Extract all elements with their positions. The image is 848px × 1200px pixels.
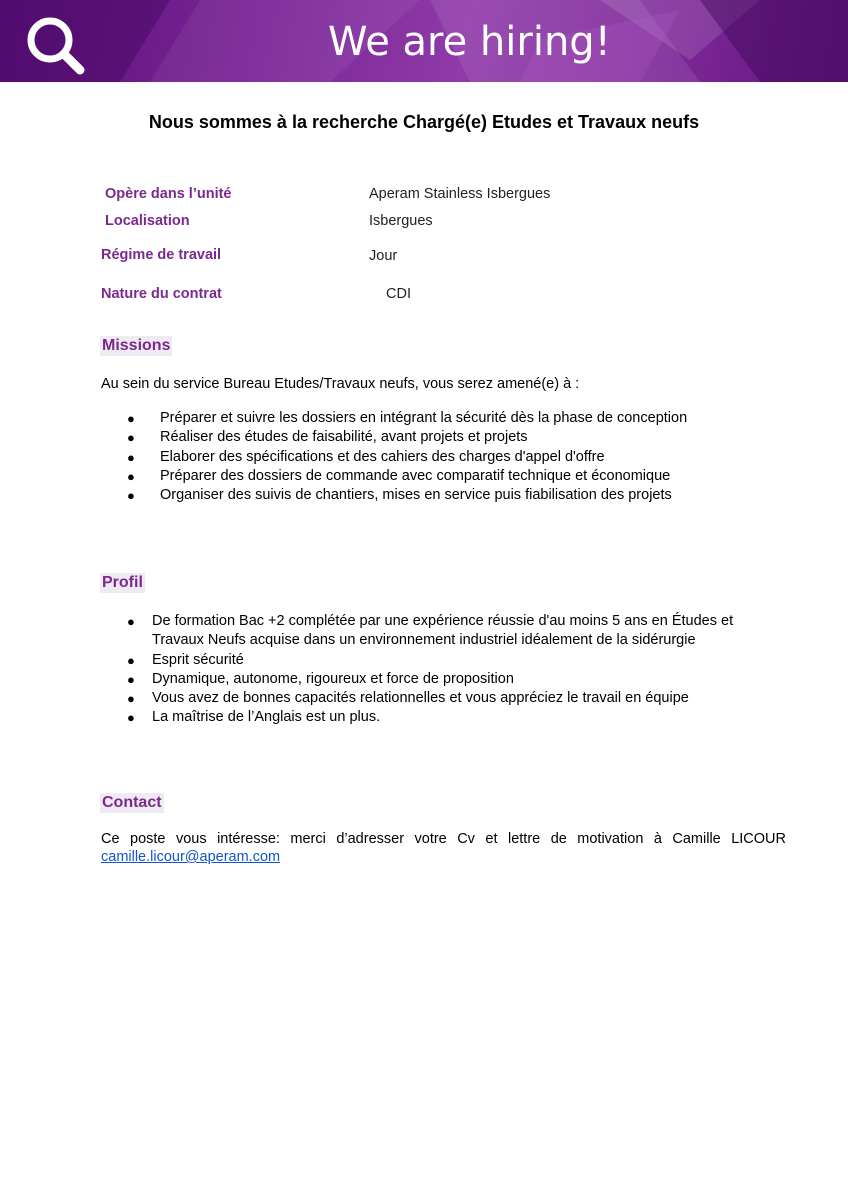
list-item — [0, 428, 848, 447]
contact-email-link[interactable]: camille.licour@aperam.com — [101, 849, 281, 865]
profil-text: La maîtrise de l’Anglais est un plus. — [152, 709, 381, 726]
profil-text: De formation Bac +2 complétée par une expérience réussie d'au moins 5 ans en Études et Travaux Neufs acquise dans un environnement industriel idéalement de la sidérurgie — [152, 613, 734, 649]
mission-text: Réaliser des études de faisabilité, avant projets et projets — [160, 429, 528, 446]
bullet-icon: ● — [127, 652, 135, 668]
bullet-icon: ● — [127, 449, 135, 465]
list-item — [0, 486, 848, 505]
magnifier-icon — [24, 14, 88, 78]
value-unite: Aperam Stainless Isbergues — [369, 186, 551, 202]
value-regime: Jour — [369, 248, 398, 264]
mission-text: Préparer des dossiers de commande avec comparatif technique et économique — [160, 467, 671, 484]
list-item — [0, 409, 848, 428]
bullet-icon: ● — [127, 710, 135, 726]
profil-list — [0, 612, 786, 728]
missions-heading: Missions — [102, 337, 171, 354]
value-localisation: Isbergues — [369, 213, 433, 229]
list-item — [0, 467, 848, 486]
label-unite: Opère dans l’unité — [105, 186, 232, 202]
profil-text: Dynamique, autonome, rigoureux et force de proposition — [152, 670, 514, 687]
list-item — [0, 708, 786, 727]
bullet-icon: ● — [127, 430, 135, 446]
profil-text: Vous avez de bonnes capacités relationnelles et vous appréciez le travail en équipe — [152, 690, 689, 707]
mission-text: Préparer et suivre les dossiers en intégrant la sécurité dès la phase de conception — [160, 410, 688, 426]
missions-intro: Au sein du service Bureau Etudes/Travaux neufs, vous serez amené(e) à : — [101, 376, 580, 392]
value-contrat: CDI — [386, 286, 411, 302]
profil-text: Esprit sécurité — [152, 651, 244, 668]
bullet-icon: ● — [127, 468, 135, 484]
mission-text: Elaborer des spécifications et des cahiers des charges d'appel d'offre — [160, 448, 605, 465]
bullet-icon: ● — [127, 488, 135, 504]
list-item — [0, 448, 848, 467]
bullet-icon: ● — [127, 411, 135, 426]
bullet-icon: ● — [127, 614, 135, 629]
bullet-icon: ● — [127, 671, 135, 687]
list-item — [0, 670, 786, 689]
list-item — [0, 612, 786, 651]
label-regime: Régime de travail — [101, 247, 222, 263]
bullet-icon: ● — [127, 691, 135, 707]
hiring-banner — [0, 0, 848, 82]
contact-text: Ce poste vous intéresse: merci d’adresser votre Cv et lettre de motivation à Camille LICOUR — [101, 831, 786, 847]
mission-text: Organiser des suivis de chantiers, mises en service puis fiabilisation des projets — [160, 487, 672, 504]
list-item — [0, 651, 786, 670]
page-title: Nous sommes à la recherche Chargé(e) Etudes et Travaux neufs — [148, 112, 700, 132]
label-contrat: Nature du contrat — [101, 286, 222, 302]
label-localisation: Localisation — [105, 213, 190, 229]
profil-heading: Profil — [102, 574, 143, 591]
contact-heading: Contact — [102, 794, 162, 811]
missions-list — [0, 409, 848, 505]
list-item — [0, 689, 786, 708]
banner-headline: We are hiring! — [328, 19, 611, 65]
